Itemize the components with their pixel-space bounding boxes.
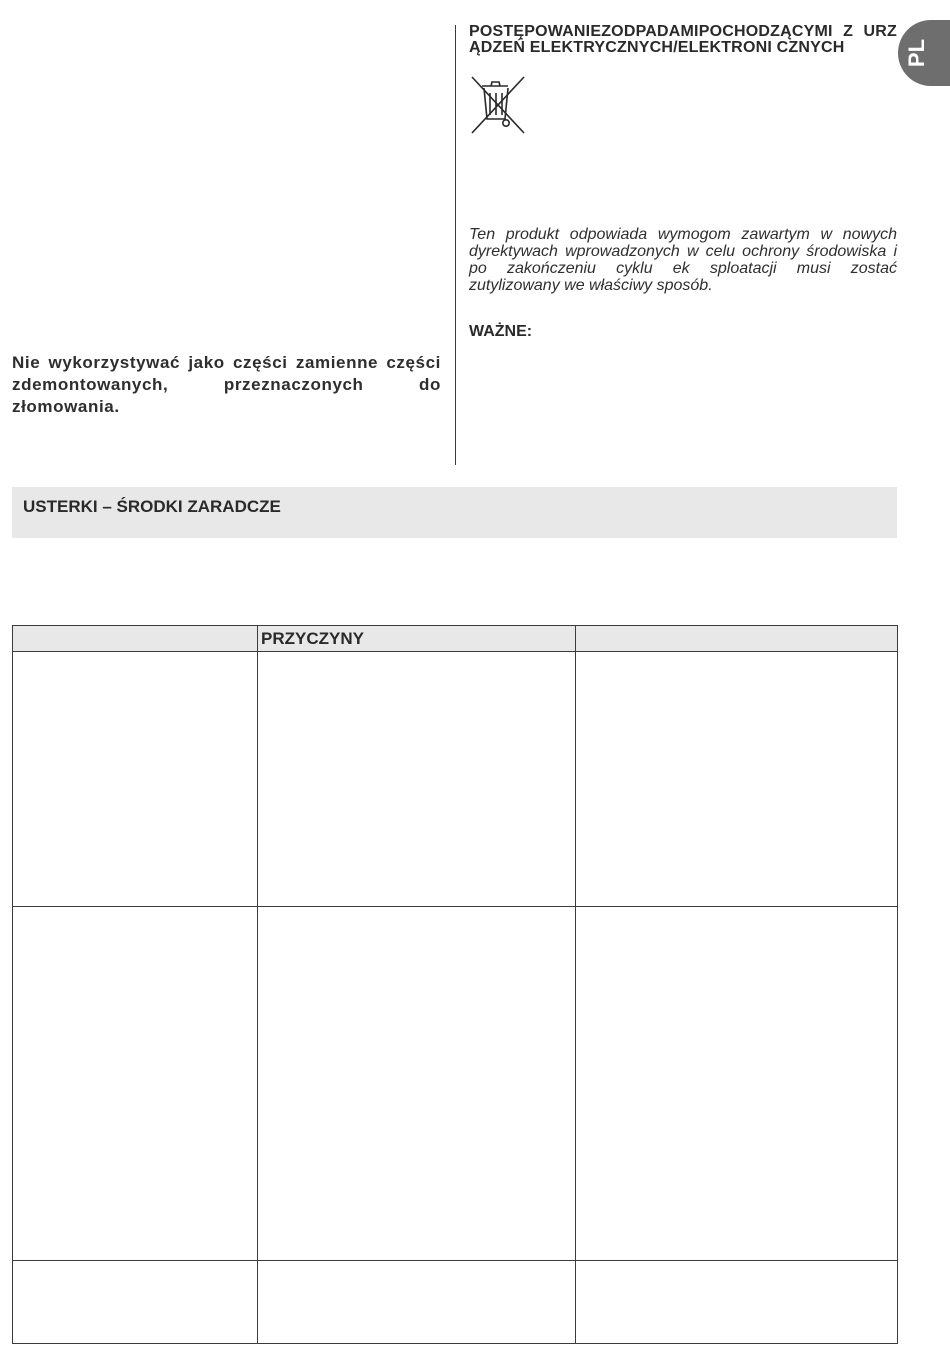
table-cell <box>258 907 576 1261</box>
table-cell <box>13 1261 258 1344</box>
weee-disposal-text: Ten produkt odpowiada wymogom zawartym w nowych dyrektywach wprowadzonych w celu ochrony środowiska i po zakończeniu cyklu ek sploatacji musi zostać zutylizowany we właściwy sposób. <box>469 226 897 294</box>
table-cell <box>258 652 576 907</box>
spare-parts-warning: Nie wykorzystywać jako części zamienne części zdemontowanych, przeznaczonych do złomowania. <box>12 353 441 416</box>
table-row <box>13 907 898 1261</box>
section-title: USTERKI – ŚRODKI ZARADCZE <box>23 497 281 516</box>
section-band <box>12 487 897 538</box>
table-header-cell: PRZYCZYNY <box>258 626 576 652</box>
table-cell <box>13 652 258 907</box>
weee-heading: POSTĘPOWANIEZODPADAMIPOCHODZĄCYMI Z URZĄDZEŃ ELEKTRYCZNYCH/ELEKTRONI CZNYCH <box>469 23 897 56</box>
troubleshooting-table <box>12 625 898 1344</box>
important-label: WAŻNE: <box>469 323 533 340</box>
table-cell <box>13 907 258 1261</box>
table-header-cell <box>13 626 258 652</box>
table-cell <box>576 907 898 1261</box>
column-divider <box>455 25 456 465</box>
table-header-cell <box>576 626 898 652</box>
table-header-row <box>13 626 898 652</box>
language-tab-label: PL <box>904 38 929 68</box>
crossed-out-wheelie-bin-icon <box>468 75 528 135</box>
table-cell <box>576 1261 898 1344</box>
table-row <box>13 1261 898 1344</box>
table-row <box>13 652 898 907</box>
table-cell <box>258 1261 576 1344</box>
table-cell <box>576 652 898 907</box>
